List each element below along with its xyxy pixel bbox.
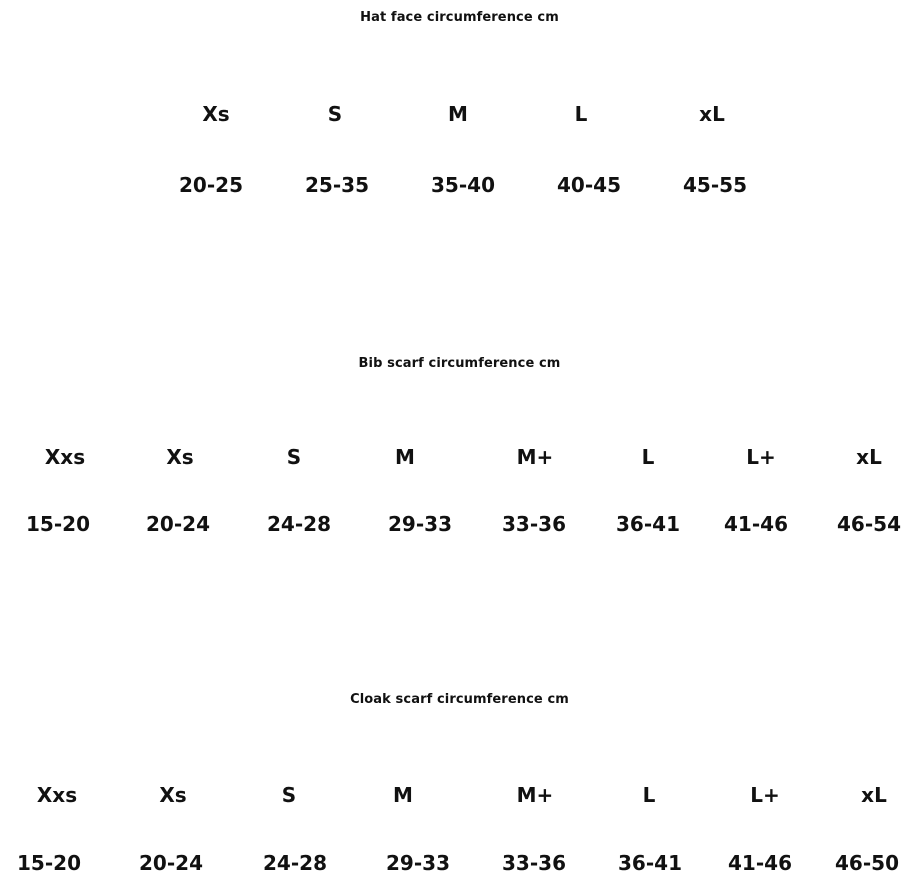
hat-size-label: xL xyxy=(699,102,725,126)
hat-range-value: 20-25 xyxy=(179,173,243,197)
bib-range-value: 24-28 xyxy=(267,512,331,536)
cloak-range-value: 29-33 xyxy=(386,851,450,875)
bib-size-label: xL xyxy=(856,445,882,469)
cloak-range-value: 20-24 xyxy=(139,851,203,875)
bib-range-value: 46-54 xyxy=(837,512,901,536)
hat-range-value: 40-45 xyxy=(557,173,621,197)
cloak-size-label: M+ xyxy=(516,783,554,807)
bib-size-label: Xs xyxy=(166,445,194,469)
cloak-range-value: 46-50 xyxy=(835,851,899,875)
bib-chart-title: Bib scarf circumference cm xyxy=(358,356,561,371)
cloak-size-label: xL xyxy=(861,783,887,807)
hat-size-label: L xyxy=(574,102,588,126)
hat-range-value: 25-35 xyxy=(305,173,369,197)
cloak-size-label: M xyxy=(393,783,413,807)
bib-size-label: M+ xyxy=(516,445,554,469)
cloak-range-value: 41-46 xyxy=(728,851,792,875)
bib-size-label: S xyxy=(286,445,302,469)
bib-range-value: 36-41 xyxy=(616,512,680,536)
bib-size-label: Xxs xyxy=(44,445,86,469)
hat-size-label: Xs xyxy=(202,102,230,126)
cloak-chart-title: Cloak scarf circumference cm xyxy=(350,692,569,707)
hat-range-value: 45-55 xyxy=(683,173,747,197)
bib-range-value: 15-20 xyxy=(26,512,90,536)
cloak-range-value: 24-28 xyxy=(263,851,327,875)
hat-chart-title: Hat face circumference cm xyxy=(360,10,559,25)
bib-range-value: 33-36 xyxy=(502,512,566,536)
bib-range-value: 41-46 xyxy=(724,512,788,536)
cloak-size-label: Xs xyxy=(159,783,187,807)
bib-size-label: L+ xyxy=(746,445,776,469)
cloak-size-label: Xxs xyxy=(36,783,78,807)
bib-range-value: 20-24 xyxy=(146,512,210,536)
bib-size-label: M xyxy=(395,445,415,469)
cloak-size-label: L xyxy=(642,783,656,807)
cloak-size-label: S xyxy=(281,783,297,807)
cloak-size-label: L+ xyxy=(750,783,780,807)
bib-range-value: 29-33 xyxy=(388,512,452,536)
bib-size-label: L xyxy=(641,445,655,469)
cloak-range-value: 15-20 xyxy=(17,851,81,875)
cloak-range-value: 33-36 xyxy=(502,851,566,875)
hat-range-value: 35-40 xyxy=(431,173,495,197)
cloak-range-value: 36-41 xyxy=(618,851,682,875)
hat-size-label: M xyxy=(448,102,468,126)
hat-size-label: S xyxy=(327,102,343,126)
